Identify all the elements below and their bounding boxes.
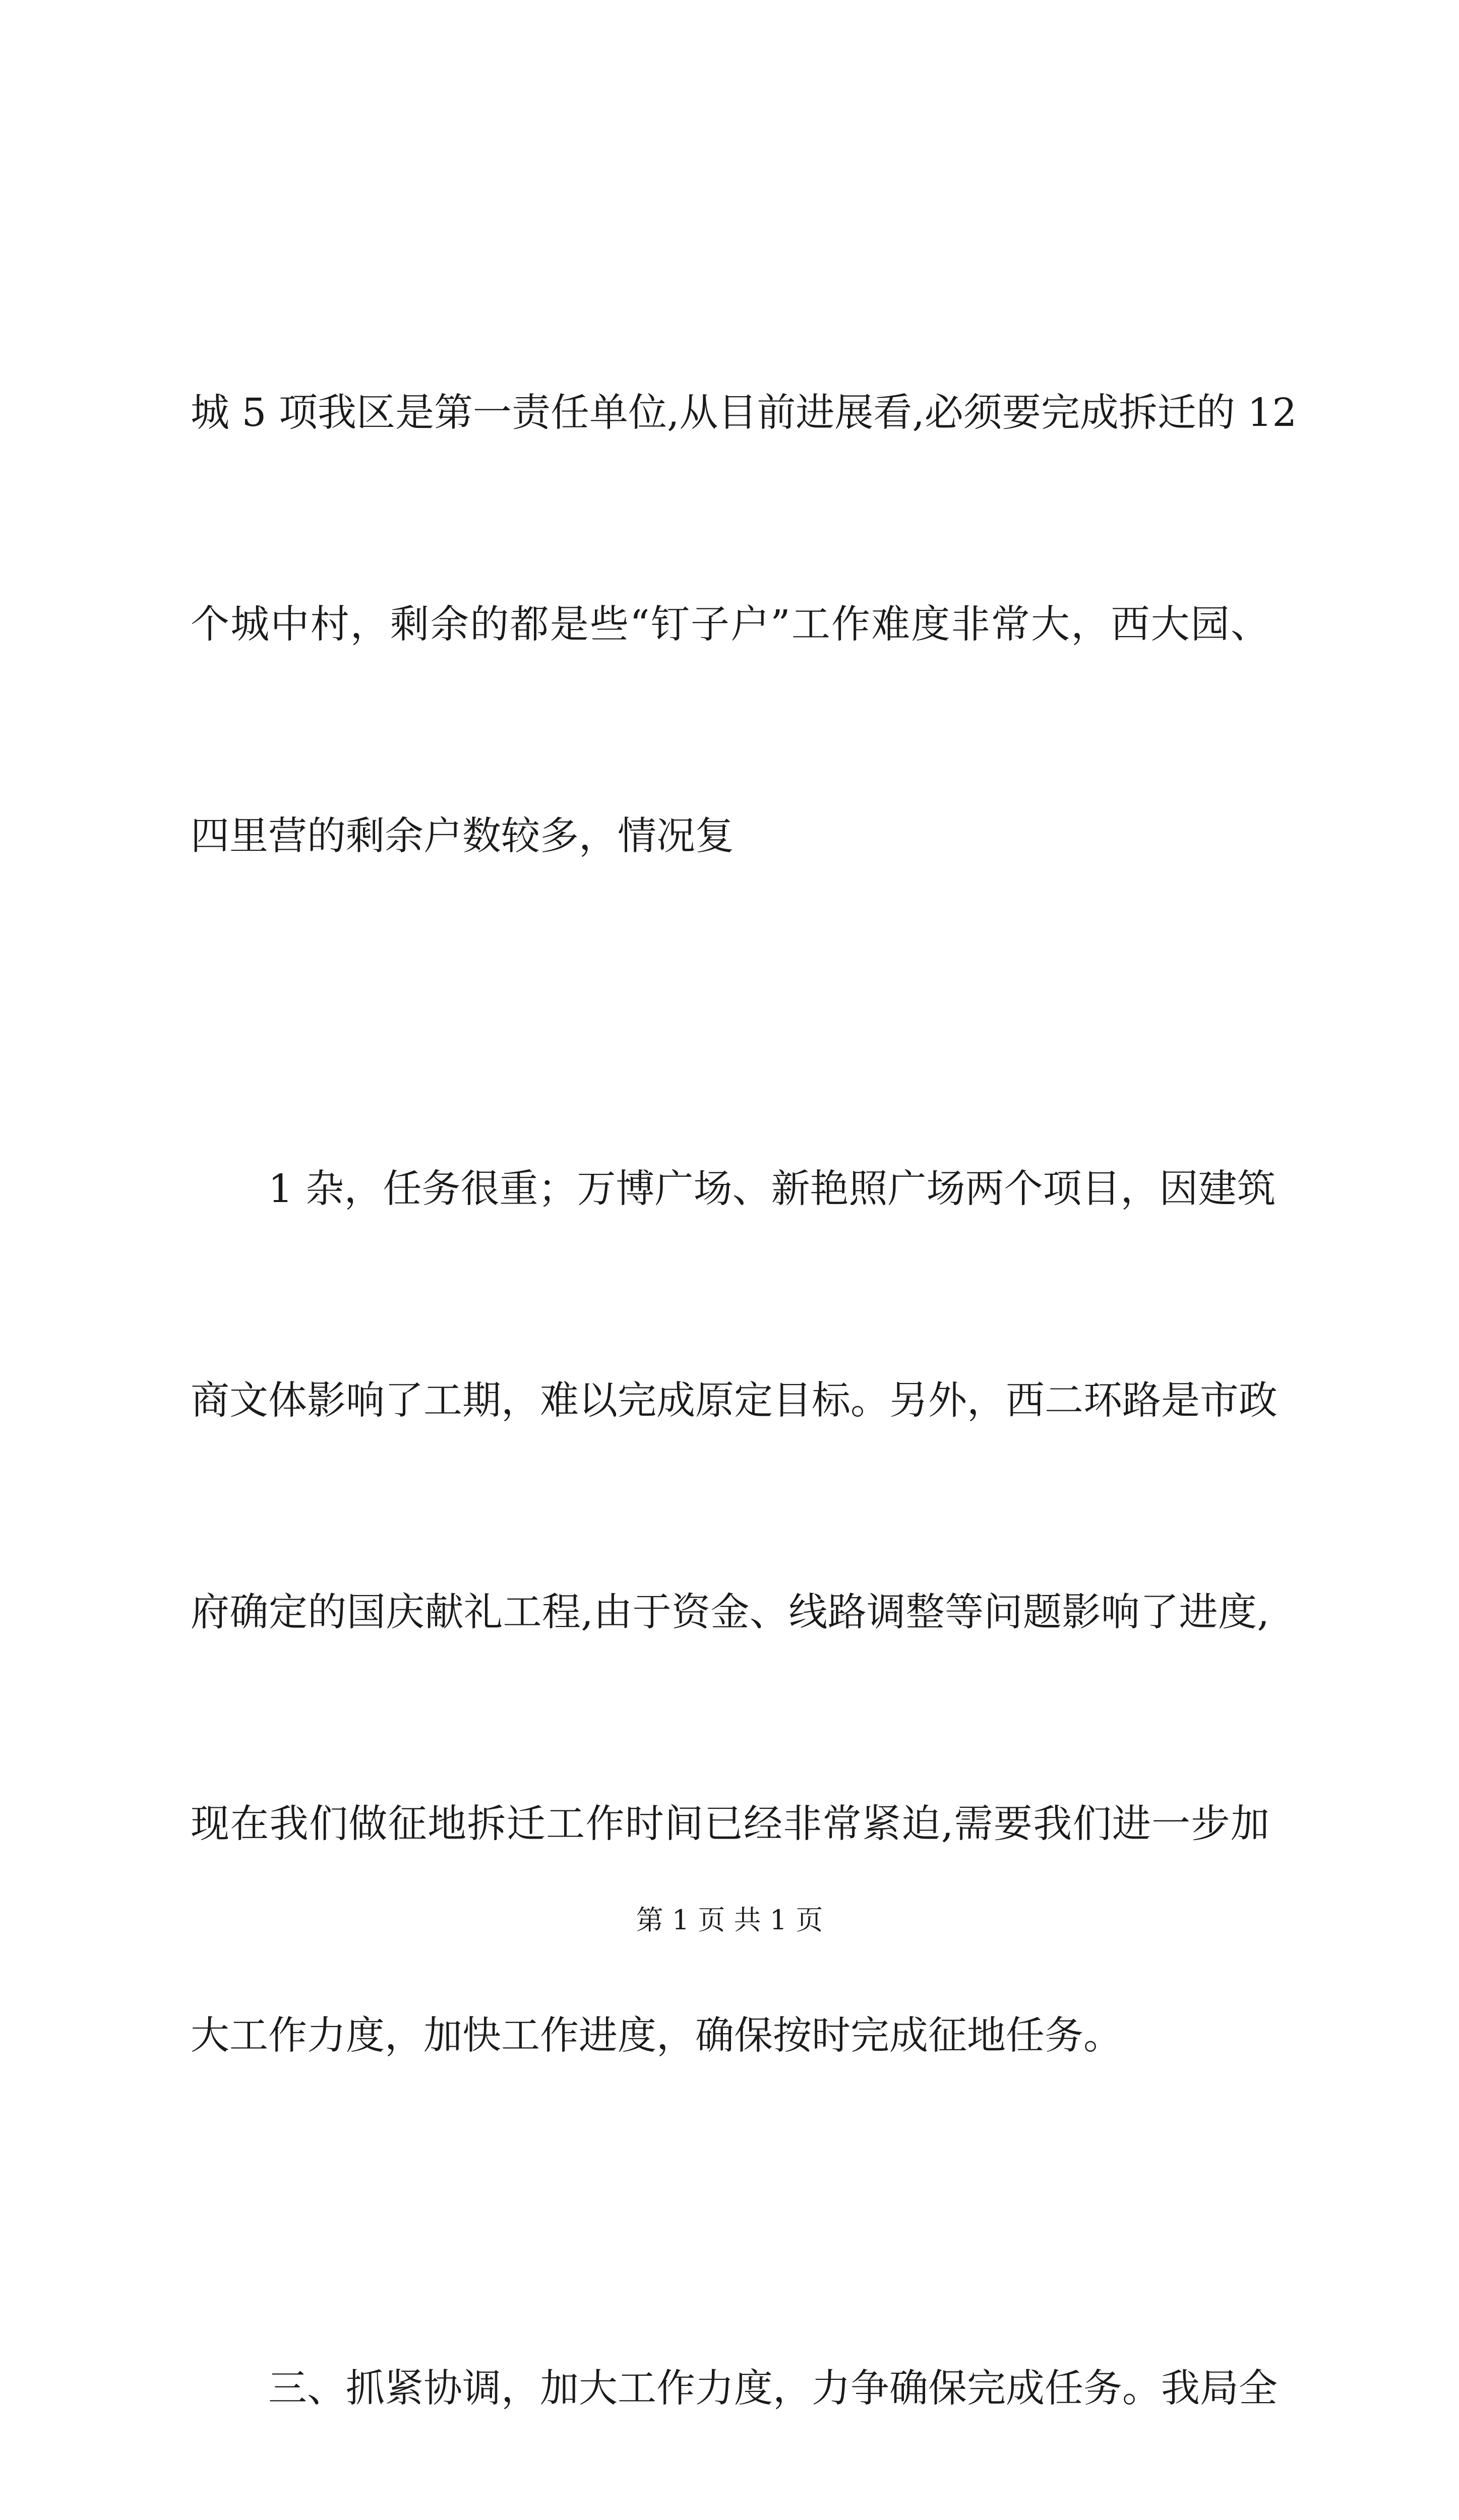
paragraph-1 xyxy=(191,237,1297,1013)
page-footer: 第 1 页 共 1 页 xyxy=(636,1904,823,1936)
paragraph-line: 府确定的国庆献礼工程,由于资金、线路调整等问题影响了进度, xyxy=(191,1590,1269,1635)
paragraph-3 xyxy=(191,2213,1278,2520)
paragraph-line: 四里营的剩余户数较多，情况复 xyxy=(191,814,734,859)
paragraph-line: 个城中村，剩余的都是些“钉子户”工作难度非常大，西大园、 xyxy=(191,602,1269,647)
document-body xyxy=(191,237,1297,2520)
paragraph-line: 三、抓紧协调，加大工作力度，力争确保完成任务。我局全 xyxy=(268,2366,1278,2411)
paragraph-line: 大工作力度，加快工作进度，确保按时完成征地任务。 xyxy=(191,2013,1122,2058)
paragraph-2 xyxy=(191,1013,1278,2213)
paragraph-line: 商文体影响了工期，难以完成原定目标。另外，西二环路是市政 xyxy=(191,1378,1278,1423)
paragraph-line: 城 5 项我区是第一责任单位,从目前进展看,必须要完成拆迁的 12 xyxy=(191,391,1297,435)
paragraph-line: 现在我们做征地拆迁工作时间已经非常紧迫,需要我们进一步加 xyxy=(191,1802,1269,1847)
paragraph-line: 1 杂，任务很重；万博广场、新艳照广场两个项目，因建筑 xyxy=(268,1167,1276,1212)
